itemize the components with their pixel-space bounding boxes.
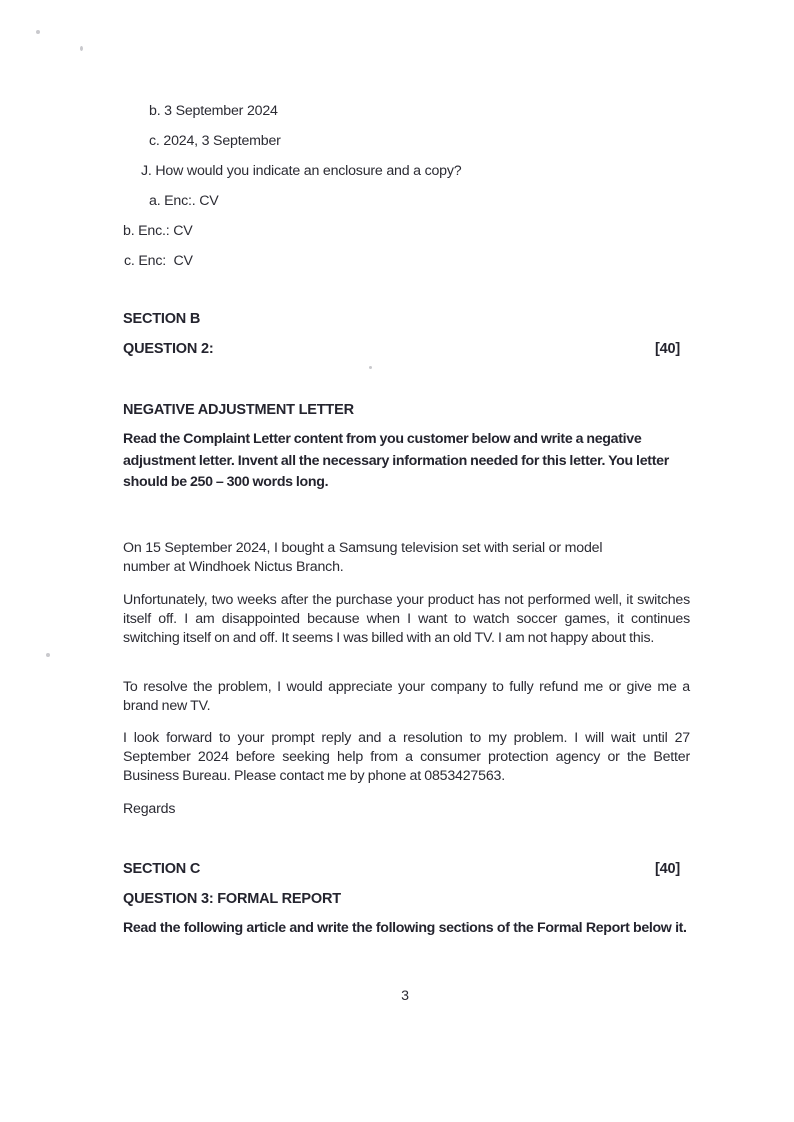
question-2-instructions: Read the Complaint Letter content from you customer below and write a negative adjustment letter. Invent all the necessary information needed for this letter. You letter should be 250 – 300 words long. bbox=[123, 431, 673, 490]
letter-paragraph-1-line-1: On 15 September 2024, I bought a Samsung television set with serial or model bbox=[123, 540, 603, 556]
option-c-enclosure: c. Enc: CV bbox=[124, 253, 193, 269]
question-2-label: QUESTION 2: bbox=[123, 341, 214, 357]
letter-paragraph-4: I look forward to your prompt reply and a resolution to my problem. I will wait until 27 September 2024 before seeking help from a consumer protection agency or the Better Business Bureau. Please contact me by phone at 0853427563. bbox=[123, 730, 694, 784]
question-j: J. How would you indicate an enclosure and a copy? bbox=[141, 163, 462, 179]
letter-closing: Regards bbox=[123, 801, 176, 817]
section-c-heading: SECTION C bbox=[123, 861, 201, 877]
option-b-date: b. 3 September 2024 bbox=[149, 103, 278, 119]
scan-speck bbox=[80, 46, 83, 51]
scan-speck bbox=[36, 30, 40, 34]
letter-paragraph-1-line-2: number at Windhoek Nictus Branch. bbox=[123, 559, 344, 575]
page-number: 3 bbox=[401, 988, 409, 1004]
option-c-date: c. 2024, 3 September bbox=[149, 133, 281, 149]
scan-speck bbox=[46, 653, 50, 657]
option-b-enclosure: b. Enc.: CV bbox=[123, 223, 193, 239]
question-3-instruction: Read the following article and write the following sections of the Formal Report below it. bbox=[123, 920, 687, 936]
question-2-marks: [40] bbox=[655, 341, 680, 357]
option-a-enclosure: a. Enc:. CV bbox=[149, 193, 219, 209]
letter-title: NEGATIVE ADJUSTMENT LETTER bbox=[123, 402, 354, 418]
question-2-row bbox=[123, 340, 680, 359]
question-3-label: QUESTION 3: FORMAL REPORT bbox=[123, 891, 341, 907]
letter-paragraph-3: To resolve the problem, I would appreciate your company to fully refund me or give me a brand new TV. bbox=[123, 679, 694, 714]
section-c-marks: [40] bbox=[655, 861, 680, 877]
letter-paragraph-2: Unfortunately, two weeks after the purchase your product has not performed well, it switches itself off. I am disappointed because when I want to watch soccer games, it continues switching itself on and off. It seems I was billed with an old TV. I am not happy about this. bbox=[123, 592, 694, 646]
section-c-row bbox=[123, 860, 680, 879]
scan-speck bbox=[369, 366, 372, 369]
section-b-heading: SECTION B bbox=[123, 311, 201, 327]
